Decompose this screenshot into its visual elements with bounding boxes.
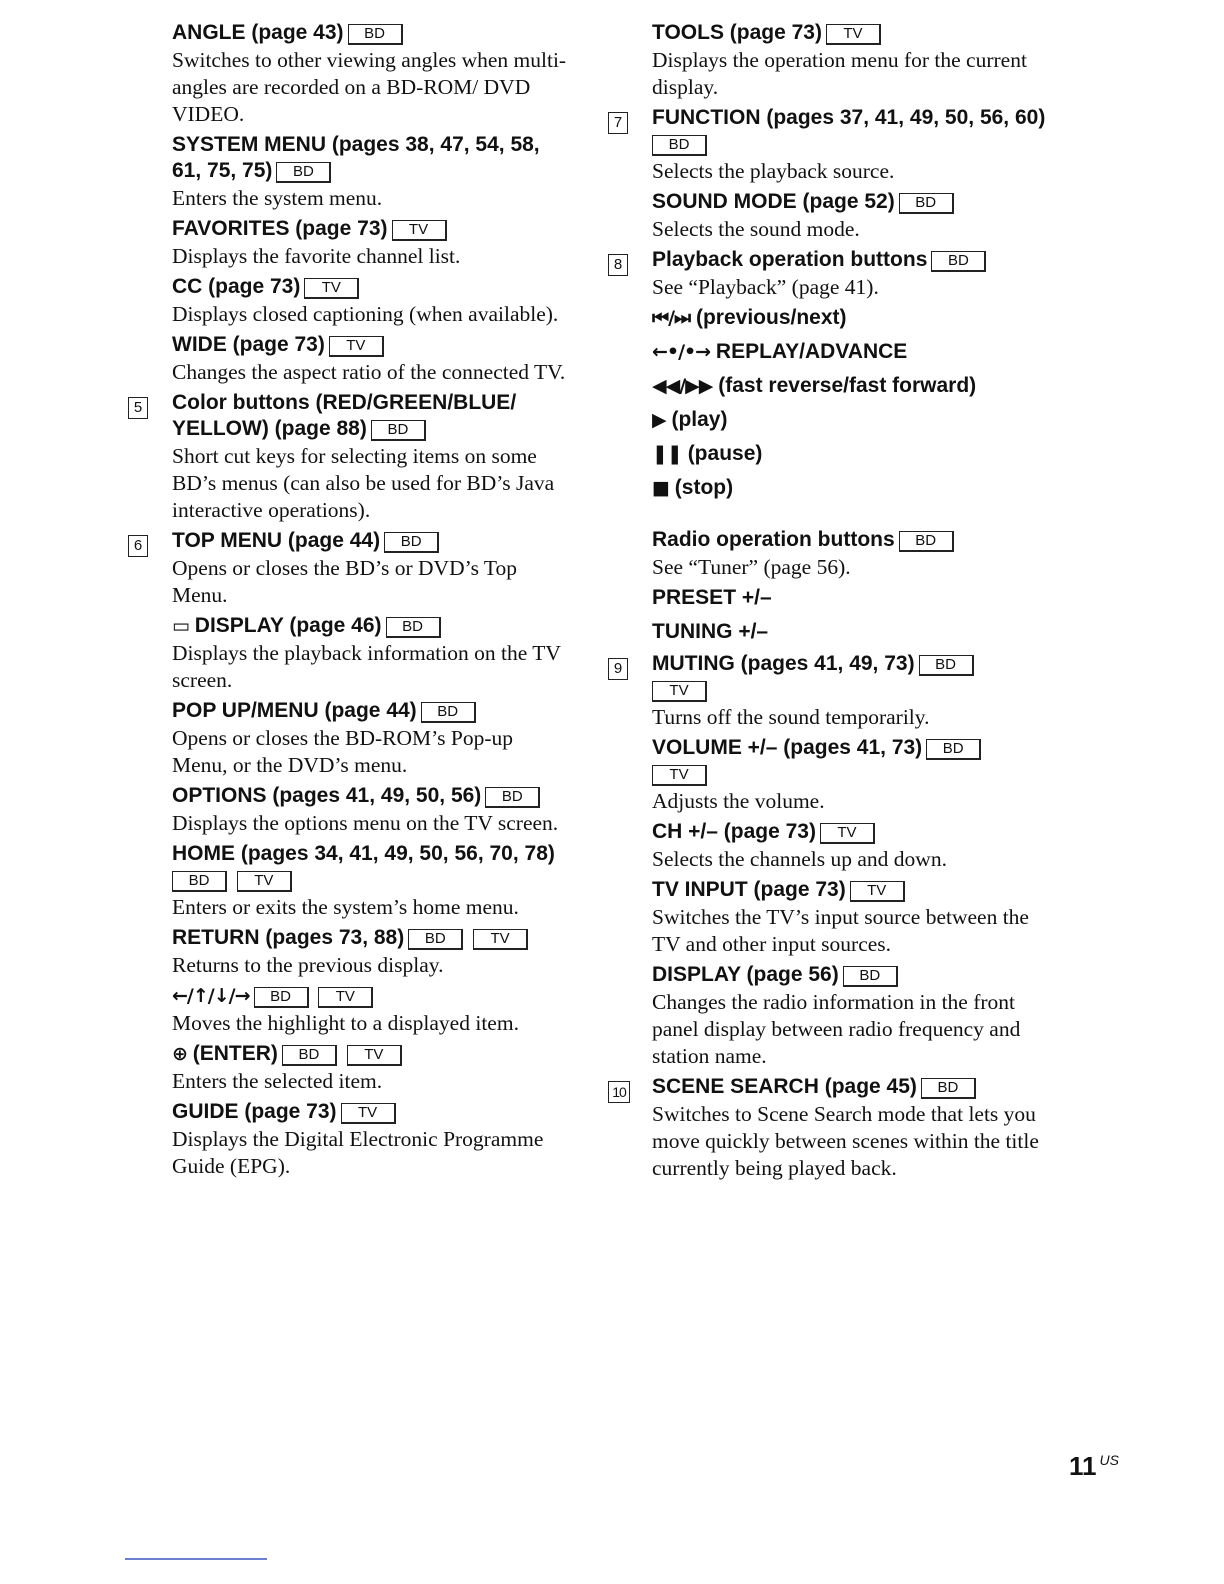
entry-description: Displays the operation menu for the current display.: [652, 48, 1027, 99]
page-number-value: 11: [1069, 1451, 1097, 1481]
pause-icon: ❚❚: [652, 443, 682, 465]
arrow-keys-icon: ←/↑/↓/→: [172, 985, 250, 1007]
heading-text: (previous/next): [695, 306, 847, 329]
heading-text: (pause): [687, 442, 763, 465]
entry-heading: [652, 441, 1048, 467]
entry-description: Selects the sound mode.: [652, 217, 860, 241]
entry-description: See “Playback” (page 41).: [652, 275, 879, 299]
bd-tag: BD: [254, 987, 309, 1008]
bd-tag: BD: [919, 655, 974, 676]
entry-heading: [172, 1099, 568, 1125]
bd-tag: BD: [926, 739, 981, 760]
heading-text: REPLAY/ADVANCE: [715, 340, 908, 363]
tv-tag: TV: [304, 278, 359, 299]
left-column: [128, 16, 568, 1184]
entry-tools: [608, 20, 1048, 101]
heading-text: (ENTER): [192, 1042, 278, 1065]
entry-description: Short cut keys for selecting items on some BD’s menus (can also be used for BD’s Java interactive operations).: [172, 444, 555, 522]
entry-heading: [652, 247, 1048, 273]
entry-heading: [652, 20, 1048, 46]
entry-system-menu: [128, 132, 568, 212]
entry-top-menu: [128, 528, 568, 609]
bd-tag: BD: [348, 24, 403, 45]
tv-tag: TV: [347, 1045, 402, 1066]
entry-heading: [652, 105, 1048, 157]
enter-icon: ⊕: [172, 1043, 187, 1065]
entry-stop: [608, 475, 1048, 501]
bd-tag: BD: [421, 702, 476, 723]
entry-description: Adjusts the volume.: [652, 789, 825, 813]
bd-tag: BD: [652, 135, 707, 156]
section-number-badge: 5: [128, 397, 148, 419]
heading-text: SOUND MODE (page 52): [652, 190, 895, 213]
entry-description: Switches to Scene Search mode that lets you move quickly between scenes within the title currently being played back.: [652, 1102, 1039, 1180]
heading-text: OPTIONS (pages 41, 49, 50, 56): [172, 784, 482, 807]
entry-heading: [172, 528, 568, 554]
tv-tag: TV: [652, 681, 707, 702]
entry-heading: [652, 651, 1048, 703]
entry-description: Displays closed captioning (when available).: [172, 302, 559, 326]
entry-scene-search: [608, 1074, 1048, 1182]
tv-tag: TV: [473, 929, 528, 950]
heading-text: TV INPUT (page 73): [652, 878, 846, 901]
entry-description: Displays the options menu on the TV screen.: [172, 811, 559, 835]
entry-heading: [652, 407, 1048, 433]
footer-rule: [125, 1558, 267, 1560]
entry-heading: [652, 962, 1048, 988]
heading-text: (fast reverse/fast forward): [718, 374, 977, 397]
entry-description: Enters the selected item.: [172, 1069, 383, 1093]
heading-text: FUNCTION (pages 37, 41, 49, 50, 56, 60): [652, 106, 1046, 129]
entry-heading: [652, 373, 1048, 399]
heading-text: POP UP/MENU (page 44): [172, 699, 417, 722]
entry-heading: [652, 475, 1048, 501]
entry-color-buttons: [128, 390, 568, 524]
entry-description: Displays the favorite channel list.: [172, 244, 461, 268]
entry-tv-input: [608, 877, 1048, 958]
entry-play: [608, 407, 1048, 433]
entry-cc: [128, 274, 568, 328]
heading-text: ANGLE (page 43): [172, 21, 344, 44]
entry-description: Changes the aspect ratio of the connected TV.: [172, 360, 566, 384]
entry-heading: [172, 925, 568, 951]
entry-heading: [172, 841, 568, 893]
bd-tag: BD: [408, 929, 463, 950]
bd-tag: BD: [172, 871, 227, 892]
heading-text: SYSTEM MENU (pages 38, 47, 54, 58, 61, 75, 75): [172, 133, 540, 182]
bd-tag: BD: [386, 617, 441, 638]
bd-tag: BD: [931, 251, 986, 272]
heading-text: Radio operation buttons: [652, 528, 895, 551]
tv-tag: TV: [652, 765, 707, 786]
entry-home: [128, 841, 568, 921]
heading-text: MUTING (pages 41, 49, 73): [652, 652, 915, 675]
entry-heading: [172, 274, 568, 300]
entry-options: [128, 783, 568, 837]
entry-fast-reverse-forward: [608, 373, 1048, 399]
entry-heading: [172, 390, 568, 442]
bd-tag: BD: [282, 1045, 337, 1066]
heading-text: RETURN (pages 73, 88): [172, 926, 405, 949]
bd-tag: BD: [899, 531, 954, 552]
heading-text: Playback operation buttons: [652, 248, 928, 271]
section-number-badge: 8: [608, 254, 628, 276]
fast-reverse-forward-icon: ◀◀/▶▶: [652, 375, 713, 397]
heading-text: DISPLAY (page 46): [194, 614, 382, 637]
entry-description: Switches to other viewing angles when multi-angles are recorded on a BD-ROM/ DVD VIDEO.: [172, 48, 567, 126]
bd-tag: BD: [899, 193, 954, 214]
entry-heading: [652, 305, 1048, 331]
entry-volume: [608, 735, 1048, 815]
previous-next-icon: ⏮/⏭: [652, 307, 691, 329]
entry-description: Enters the system menu.: [172, 186, 383, 210]
tv-tag: TV: [850, 881, 905, 902]
play-icon: ▶: [652, 409, 666, 431]
entry-playback-buttons: [608, 247, 1048, 301]
bd-tag: BD: [384, 532, 439, 553]
entry-tuning: [608, 619, 1048, 645]
entry-favorites: [128, 216, 568, 270]
tv-tag: TV: [318, 987, 373, 1008]
heading-text: SCENE SEARCH (page 45): [652, 1075, 917, 1098]
entry-heading: [172, 783, 568, 809]
heading-text: TOOLS (page 73): [652, 21, 822, 44]
entry-heading: [172, 698, 568, 724]
heading-text: WIDE (page 73): [172, 333, 325, 356]
entry-replay-advance: [608, 339, 1048, 365]
entry-angle: [128, 20, 568, 128]
entry-heading: [172, 216, 568, 242]
entry-heading: [172, 983, 568, 1009]
entry-heading: TUNING +/–: [652, 620, 769, 643]
section-number-badge: 9: [608, 658, 628, 680]
heading-text: HOME (pages 34, 41, 49, 50, 56, 70, 78): [172, 842, 555, 865]
entry-preset: [608, 585, 1048, 611]
right-column: [608, 16, 1048, 1186]
entry-description: Moves the highlight to a displayed item.: [172, 1011, 519, 1035]
heading-text: (stop): [674, 476, 734, 499]
entry-heading: [652, 527, 1048, 553]
replay-advance-icon: ←•/•→: [652, 341, 711, 363]
entry-channel: [608, 819, 1048, 873]
heading-text: (play): [671, 408, 728, 431]
entry-heading: [652, 1074, 1048, 1100]
entry-pop-up-menu: [128, 698, 568, 779]
entry-pause: [608, 441, 1048, 467]
entry-heading: [652, 819, 1048, 845]
tv-tag: TV: [341, 1103, 396, 1124]
entry-description: Selects the channels up and down.: [652, 847, 947, 871]
tv-tag: TV: [392, 220, 447, 241]
bd-tag: BD: [371, 420, 426, 441]
bd-tag: BD: [276, 162, 331, 183]
entry-description: Switches the TV’s input source between the TV and other input sources.: [652, 905, 1029, 956]
tv-tag: TV: [820, 823, 875, 844]
entry-description: Changes the radio information in the front panel display between radio frequency and station name.: [652, 990, 1021, 1068]
entry-description: Enters or exits the system’s home menu.: [172, 895, 519, 919]
stop-icon: ■: [652, 477, 669, 499]
entry-display: [128, 613, 568, 694]
entry-previous-next: [608, 305, 1048, 331]
entry-description: Displays the Digital Electronic Programme Guide (EPG).: [172, 1127, 544, 1178]
entry-heading: [652, 189, 1048, 215]
entry-muting: [608, 651, 1048, 731]
entry-arrows: [128, 983, 568, 1037]
entry-heading: PRESET +/–: [652, 586, 772, 609]
page-number: [1069, 1451, 1119, 1482]
entry-description: Selects the playback source.: [652, 159, 895, 183]
heading-text: TOP MENU (page 44): [172, 529, 381, 552]
entry-return: [128, 925, 568, 979]
entry-sound-mode: [608, 189, 1048, 243]
tv-tag: TV: [329, 336, 384, 357]
entry-guide: [128, 1099, 568, 1180]
bd-tag: BD: [843, 966, 898, 987]
entry-heading: [652, 735, 1048, 787]
entry-heading: [172, 613, 568, 639]
display-icon: ▭: [172, 615, 189, 637]
heading-text: VOLUME +/– (pages 41, 73): [652, 736, 923, 759]
entry-description: See “Tuner” (page 56).: [652, 555, 851, 579]
entry-heading: [172, 332, 568, 358]
section-number-badge: 6: [128, 535, 148, 557]
entry-heading: [172, 1041, 568, 1067]
tv-tag: TV: [826, 24, 881, 45]
bd-tag: BD: [921, 1078, 976, 1099]
tv-tag: TV: [237, 871, 292, 892]
entry-heading: [652, 877, 1048, 903]
entry-radio-display: [608, 962, 1048, 1070]
spacer: [608, 501, 1048, 523]
entry-radio-buttons: [608, 527, 1048, 581]
entry-description: Returns to the previous display.: [172, 953, 444, 977]
heading-text: CH +/– (page 73): [652, 820, 816, 843]
entry-description: Displays the playback information on the TV screen.: [172, 641, 561, 692]
page-number-suffix: US: [1099, 1452, 1119, 1468]
heading-text: DISPLAY (page 56): [652, 963, 839, 986]
bd-tag: BD: [485, 787, 540, 808]
entry-description: Turns off the sound temporarily.: [652, 705, 930, 729]
entry-heading: [172, 20, 568, 46]
heading-text: Color buttons (RED/GREEN/BLUE/ YELLOW) (page 88): [172, 391, 517, 440]
entry-enter: [128, 1041, 568, 1095]
section-number-badge: 10: [608, 1081, 630, 1103]
heading-text: FAVORITES (page 73): [172, 217, 388, 240]
entry-wide: [128, 332, 568, 386]
entry-description: Opens or closes the BD-ROM’s Pop-up Menu, or the DVD’s menu.: [172, 726, 513, 777]
entry-heading: [652, 339, 1048, 365]
heading-text: GUIDE (page 73): [172, 1100, 337, 1123]
entry-description: Opens or closes the BD’s or DVD’s Top Menu.: [172, 556, 518, 607]
entry-heading: [172, 132, 568, 184]
heading-text: CC (page 73): [172, 275, 301, 298]
entry-function: [608, 105, 1048, 185]
section-number-badge: 7: [608, 112, 628, 134]
